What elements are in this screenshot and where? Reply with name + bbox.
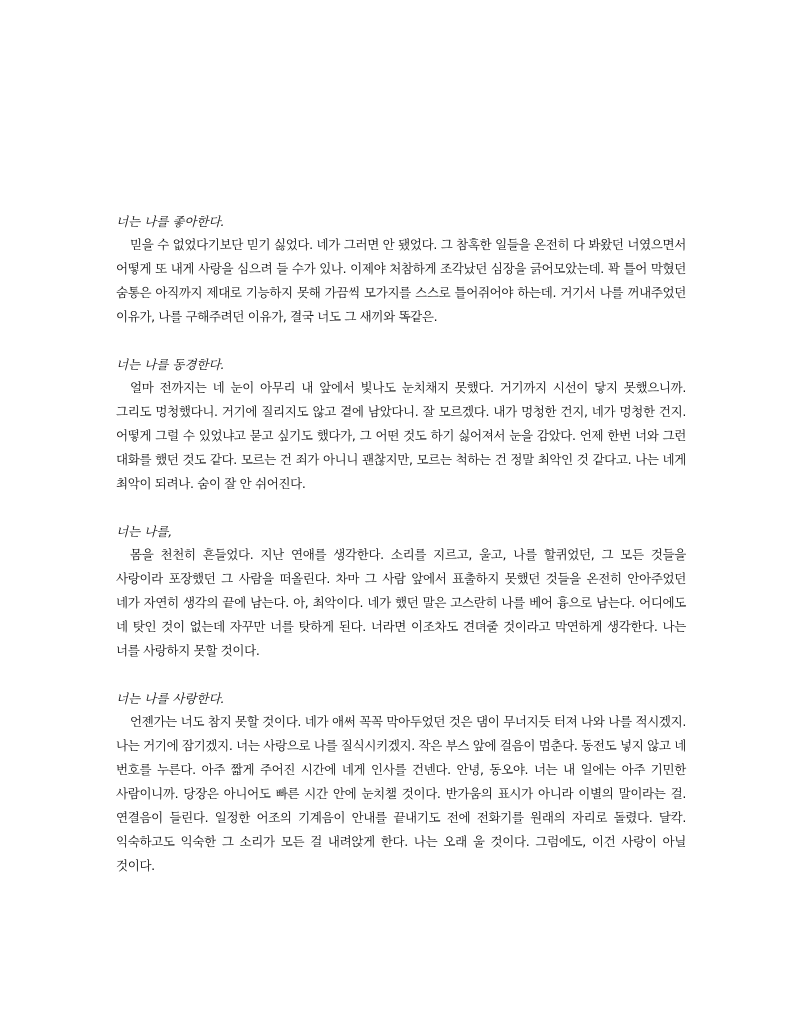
section-body: 몸을 천천히 흔들었다. 지난 연애를 생각한다. 소리를 지르고, 울고, 나를 할퀴었던, 그 모든 것들을 사랑이라 포장했던 그 사람을 떠올린다. 차마 그 사람 앞에서 표출하지 못했던 것들을 온전히 안아주었던 네가 자연히 생각의 끝에 남는다. 아, 최악이다. 네가 했던 말은 고스란히 나를 베어 흉으로 남는다. 어디에도 네 탓인 것이 없는데 자꾸만 너를 탓하게 된다. 너라면 이조차도 견뎌줄 것이라고 막연하게 생각한다. 나는 너를 사랑하지 못할 것이다. [116, 547, 686, 658]
section-2 [116, 355, 686, 496]
section-body: 믿을 수 없었다기보단 믿기 싫었다. 네가 그러면 안 됐었다. 그 참혹한 일들을 온전히 다 봐왔던 너였으면서 어떻게 또 내게 사랑을 심으려 들 수가 있나. 이제야 처참하게 조각났던 심장을 긁어모았는데. 꽉 틀어 막혔던 숨통은 아직까지 제대로 기능하지 못해 가끔씩 모가지를 스스로 틀어쥐어야 하는데. 거기서 나를 꺼내주었던 이유가, 나를 구해주려던 이유가, 결국 너도 그 새끼와 똑같은. [116, 237, 686, 324]
document-page [116, 212, 686, 904]
section-heading: 너는 나를 동경한다. [116, 357, 225, 372]
section-heading: 너는 나를 사랑한다. [116, 691, 225, 706]
section-1 [116, 212, 686, 329]
section-heading: 너는 나를 좋아한다. [116, 214, 225, 229]
section-body: 얼마 전까지는 네 눈이 아무리 내 앞에서 빛나도 눈치채지 못했다. 거기까지 시선이 닿지 못했으니까. 그리도 멍청했다니. 거기에 질리지도 않고 곁에 남았다니. 잘 모르겠다. 내가 멍청한 건지, 네가 멍청한 건지. 어떻게 그럴 수 있었냐고 묻고 싶기도 했다가, 그 어떤 것도 하기 싫어져서 눈을 감았다. 언제 한번 너와 그런 대화를 했던 것도 같다. 모르는 건 죄가 아니니 괜찮지만, 모르는 척하는 건 정말 최악인 것 같다고. 나는 네게 최악이 되려나. 숨이 잘 안 쉬어진다. [116, 380, 686, 491]
section-body: 언젠가는 너도 참지 못할 것이다. 네가 애써 꼭꼭 막아두었던 것은 댐이 무너지듯 터져 나와 나를 적시겠지. 나는 거기에 잠기겠지. 너는 사랑으로 나를 질식시키겠지. 작은 부스 앞에 걸음이 멈춘다. 동전도 넣지 않고 네 번호를 누른다. 아주 짧게 주어진 시간에 네게 인사를 건넨다. 안녕, 동오야. 너는 내 일에는 아주 기민한 사람이니까. 당장은 아니어도 빠른 시간 안에 눈치챌 것이다. 반가움의 표시가 아니라 이별의 말이라는 걸. 연결음이 들린다. 일정한 어조의 기계음이 안내를 끝내기도 전에 전화기를 원래의 자리로 돌렸다. 달칵. 익숙하고도 익숙한 그 소리가 모든 걸 내려앉게 한다. 나는 오래 울 것이다. 그럼에도, 이건 사랑이 아닐 것이다. [116, 714, 686, 873]
section-3 [116, 522, 686, 663]
section-heading: 너는 나를, [116, 524, 173, 539]
section-4 [116, 689, 686, 878]
